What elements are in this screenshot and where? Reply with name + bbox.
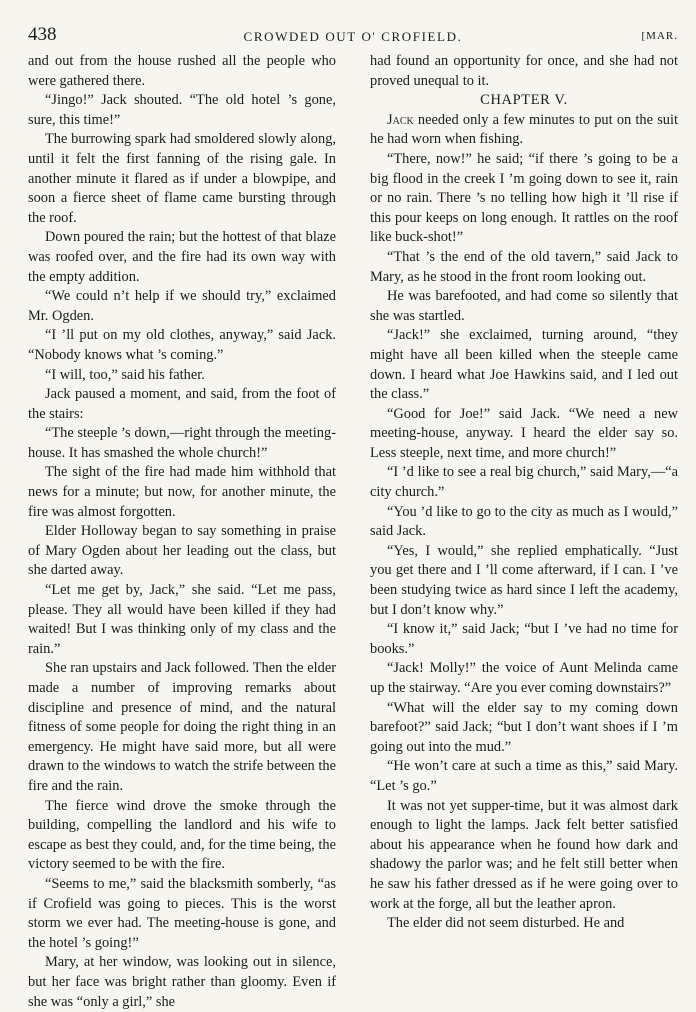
paragraph: “Yes, I would,” she replied emphatically. “Just you get there and I ’ll come afterward, if I can. I ’ve been studying twice as hard since I left the academy, but I don’t know why.” [370,542,678,618]
paragraph: He was barefooted, and had come so silently that she was startled. [370,288,678,324]
paragraph: “There, now!” he said; “if there ’s going to be a big flood in the creek I ’m going down to see it, rain or no rain. There ’s no telling how high it ’ll rise if this pour keeps on long enough. It rattles on the roof like buck-shot!” [370,150,678,246]
paragraph: The sight of the fire had made him withhold that news for a minute; but now, for another minute, the fire was almost forgotten. [28,464,336,520]
chapter-first-word: Jack [387,111,414,128]
paragraph: “He won’t care at such a time as this,” said Mary. “Let ’s go.” [370,758,678,794]
left-column [28,52,336,1012]
paragraph: The fierce wind drove the smoke through the building, compelling the landlord and his wife to escape as best they could, and, for the time being, the victory seemed to be with the fire. [28,797,336,873]
chapter-first-paragraph [370,111,678,150]
page-header [28,20,678,50]
issue-mark: [MAR. [641,30,678,42]
paragraph: The burrowing spark had smoldered slowly along, until it felt the first fanning of the rising gale. In another minute it flared as if under a blowpipe, and soon a fierce sheet of flame came bursting through the roof. [28,131,336,226]
paragraph: “Good for Joe!” said Jack. “We need a new meeting-house, anyway. I heard the elder say so. Less steeple, next time, and more church!” [370,405,678,461]
paragraph: “Jingo!” Jack shouted. “The old hotel ’s gone, sure, this time!” [28,92,336,128]
paragraph: “Jack!” she exclaimed, turning around, “they might have all been killed when the steeple came down. I heard what Joe Hawkins said, and I led out the class.” [370,327,678,403]
paragraph: “Jack! Molly!” the voice of Aunt Melinda came up the stairway. “Are you ever coming downstairs?” [370,660,678,696]
paragraph: Elder Holloway began to say something in praise of Mary Ogden about her leading out the class, but she darted away. [28,523,336,579]
paragraph: “I will, too,” said his father. [45,366,205,383]
paragraph: “You ’d like to go to the city as much as I would,” said Jack. [370,503,678,540]
paragraph: “I ’ll put on my old clothes, anyway,” said Jack. “Nobody knows what ’s coming.” [28,327,336,363]
running-title: CROWDED OUT O' CROFIELD. [243,29,463,44]
chapter-heading [370,91,678,111]
paragraph: “The steeple ’s down,—right through the meeting-house. It has smashed the whole church!” [28,425,336,461]
chapter-first-paragraph-text: needed only a few minutes to put on the suit he had worn when fishing. [370,111,678,148]
page-number: 438 [28,24,57,45]
paragraph: She ran upstairs and Jack followed. Then the elder made a number of improving remarks about discipline and presence of mind, and the natural fitness of some people for doing the right thing in an emergency. He might have said more, but all were drawn to the windows to watch the strife between the fire and the rain. [28,660,336,794]
paragraph: “What will the elder say to my coming down barefoot?” said Jack; “but I don’t want shoes if I ’m going out into the mud.” [370,699,678,755]
paragraph: It was not yet supper-time, but it was almost dark enough to light the lamps. Jack felt better satisfied about his appearance when he found how dark and shadowy the parlor was; and he felt still better when he saw his father dressed as if he were going over to work at the forge, all but the leather apron. [370,797,678,912]
paragraph: “I ’d like to see a real big church,” said Mary,—“a city church.” [370,464,678,501]
paragraph: The elder did not seem disturbed. He and [387,915,625,932]
paragraph: “That ’s the end of the old tavern,” said Jack to Mary, as he stood in the front room looking out. [370,248,678,285]
paragraph: Mary, at her window, was looking out in silence, but her face was bright rather than gloomy. Even if she was “only a girl,” she [28,954,336,1010]
paragraph: “We could n’t help if we should try,” exclaimed Mr. Ogden. [28,288,336,324]
paragraph: “I know it,” said Jack; “but I ’ve had no time for books.” [370,621,678,657]
right-column [370,52,678,1012]
paragraph: “Let me get by, Jack,” she said. “Let me pass, please. They all would have been killed if they had waited! But I was thinking only of my class and the rain.” [28,582,336,657]
paragraph: had found an opportunity for once, and she had not proved unequal to it. [370,53,678,89]
paragraph: and out from the house rushed all the people who were gathered there. [28,53,336,89]
chapter-heading-rest: HAPTER V. [490,92,568,109]
paragraph: Jack paused a moment, and said, from the foot of the stairs: [28,386,336,422]
two-column-body [28,52,678,1012]
paragraph: “Seems to me,” said the blacksmith somberly, “as if Crofield was going to pieces. This is the worst storm we ever had. The meeting-house is gone, and the hotel ’s going!” [28,875,336,951]
paragraph: Down poured the rain; but the hottest of that blaze was roofed over, and the fire had its own way with the empty addition. [28,229,336,285]
chapter-heading-initial: C [480,92,491,109]
